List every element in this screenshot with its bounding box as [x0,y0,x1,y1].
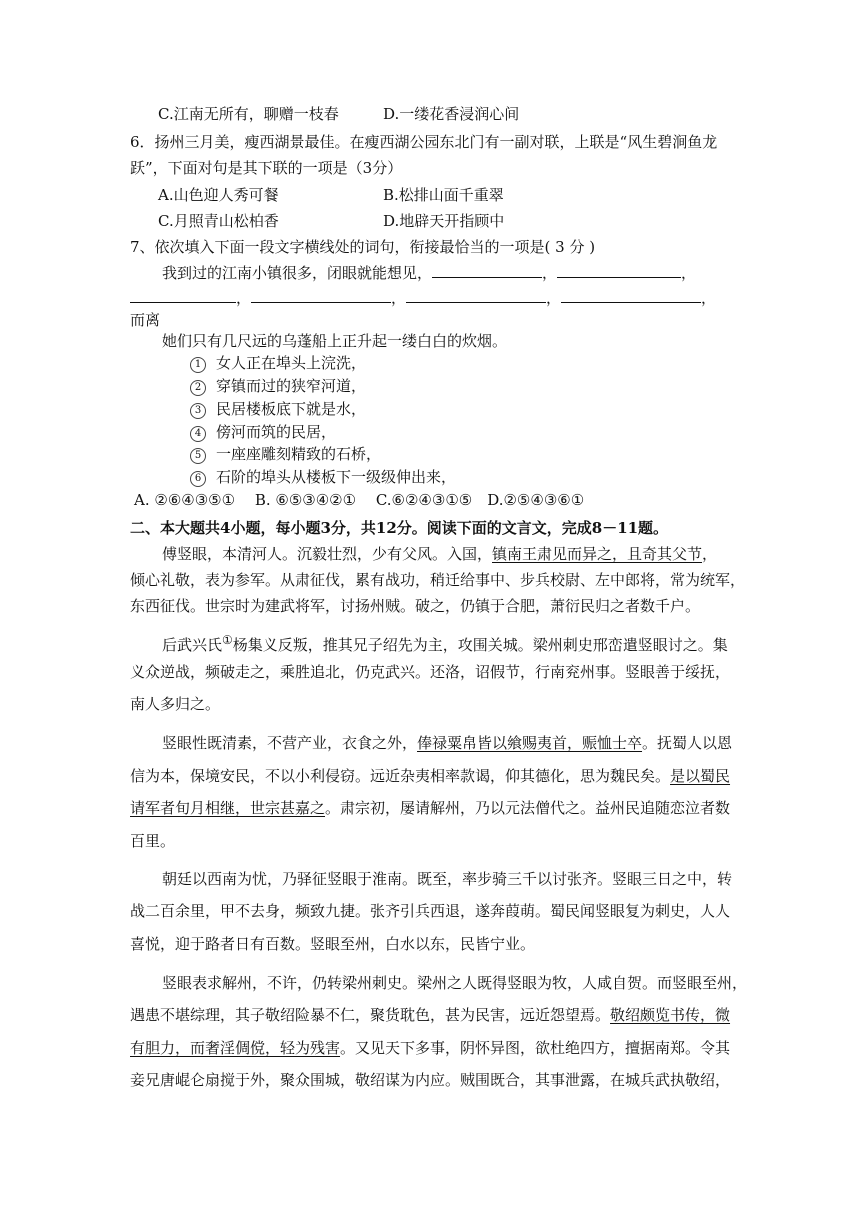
underlined-sentence: 镇南王肃见而异之，且奇其父节 [492,545,703,563]
p4-line1: 朝廷以西南为忧，乃驿征竖眼于淮南。既至，率步骑三千以讨张齐。竖眼三日之中，转 [162,870,733,888]
underlined-sentence: 请军者旬月相继，世宗甚嘉之 [130,799,326,817]
circled-number: 2 [190,380,206,396]
text: 竖眼性既清素，不营产业，衣食之外， [162,734,418,752]
text: 。又见天下多事，阴怀异图，欲杜绝四方，擅据南郑。令其 [340,1039,731,1057]
q5-option-c: C.江南无所有，聊赠一枝春 [158,105,339,123]
p4-line2: 战二百余里，甲不去身，频致九捷。张齐引兵西退，遂奔葭萌。蜀民闻竖眼复为刺史，人人 [130,902,731,920]
q7-item-1 [190,353,366,373]
p1-line3: 东西征伐。世宗时为建武将军，讨扬州贼。破之，仍镇于合肥，萧衍民归之者数千户。 [130,597,701,615]
p3-line2 [130,766,730,786]
q7-blank-4 [251,288,391,303]
q7-blank-3 [130,288,236,303]
p4-line3: 喜悦，迎于路者日有百数。竖眼至州，白水以东，民皆宁业。 [130,935,536,953]
underlined-sentence: 敬绍颇览书传，微 [610,1006,731,1024]
item-text: 女人正在埠头上浣洗， [216,354,367,372]
text: 。肃宗初，屡请解州，乃以元法僧代之。益州民追随恋泣者数 [325,799,731,817]
comma: ， [542,264,558,282]
q7-blank-6 [561,288,701,303]
text: ， [702,545,718,563]
q6-option-a: A.山色迎人秀可餐 [158,186,279,204]
comma: ， [236,289,252,307]
p5-line2 [130,1005,730,1025]
underlined-sentence: 俸禄粟帛皆以飨赐夷首，赈恤士卒 [417,734,643,752]
q7-after: 而离 [130,311,161,329]
p1-line2: 倾心礼敬，表为参军。从肃征伐，累有战功，稍迁给事中、步兵校尉、左中郎将，常为统军， [130,571,746,589]
p3-line3 [130,798,730,818]
q6-stem-line1: 6．扬州三月美，瘦西湖景最佳。在瘦西湖公园东北门有一副对联，上联是“风生碧涧鱼龙 [130,133,718,151]
q7-intro: 我到过的江南小镇很多，闭眼就能想见， [162,264,433,282]
item-text: 民居楼板底下就是水， [216,400,367,418]
footnote-marker: ① [222,633,233,647]
q7-item-3 [190,399,366,419]
p5-line1: 竖眼表求解州，不许，仍转梁州刺史。梁州之人既得竖眼为牧，人咸自贺。而竖眼至州， [162,974,748,992]
q6-option-d: D.地辟天开指顾中 [383,212,505,230]
p2-line2: 义众逆战，频破走之，乘胜追北，仍克武兴。还洛，诏假节，行南兖州事。竖眼善于绥抚， [130,663,731,681]
item-text: 一座座雕刻精致的石桥， [216,445,382,463]
p3-line1 [162,733,732,753]
item-text: 穿镇而过的狭窄河道， [216,377,367,395]
q7-item-6 [190,467,456,487]
section2-heading: 二、本大题共4小题，每小题3分，共12分。阅读下面的文言文，完成8－11题。 [130,519,669,537]
q7-passage-end: 她们只有几尺远的乌蓬船上正升起一缕白白的炊烟。 [162,332,508,350]
q7-blank-5 [406,288,546,303]
circled-number: 1 [190,357,206,373]
q7-item-4 [190,422,336,442]
p1-line1 [162,544,717,564]
text: 。抚蜀人以恩 [642,734,733,752]
q6-option-c: C.月照青山松柏香 [158,212,279,230]
circled-number: 6 [190,471,206,487]
comma: ， [546,289,562,307]
comma: ， [681,264,697,282]
text: 杨集义反叛，推其兄子绍先为主，攻围关城。梁州刺史邢峦遣竖眼讨之。集 [232,636,728,654]
q7-title: 7、依次填入下面一段文字横线处的词句，衔接最恰当的一项是( 3 分 ) [130,238,596,256]
q5-option-d: D.一缕花香浸润心间 [383,105,520,123]
p5-line4: 妾兄唐崐仑扇搅于外，聚众围城，敬绍谋为内应。贼围既合，其事泄露，在城兵武执敬绍， [130,1071,731,1089]
text: 傅竖眼，本清河人。沉毅壮烈，少有父风。入国， [162,545,493,563]
p2-line3: 南人多归之。 [130,695,221,713]
circled-number: 3 [190,403,206,419]
q7-passage-line1 [162,263,696,283]
p2-line1 [162,630,728,655]
q7-item-2 [190,376,366,396]
q7-blank-1 [432,263,542,278]
comma: ， [391,289,407,307]
p3-line4: 百里。 [130,832,176,850]
underlined-sentence: 是以蜀民 [670,767,731,785]
item-text: 石阶的埠头从楼板下一级级伸出来， [216,468,457,486]
underlined-sentence: 有胆力，而奢淫倜傥，轻为残害 [130,1039,341,1057]
q7-choices: A. ②⑥④③⑤① B. ⑥⑤③④②① C.⑥②④③①⑤ D.②⑤④③⑥① [134,491,585,509]
comma: ， [701,289,717,307]
q7-passage-line2 [130,288,716,308]
q7-blank-2 [557,263,681,278]
q6-stem-line2: 跃”，下面对句是其下联的一项是（3分） [130,159,403,177]
text: 后武兴氏 [162,636,223,654]
circled-number: 5 [190,448,206,464]
p5-line3 [130,1038,730,1058]
q6-option-b: B.松排山面千重翠 [383,186,504,204]
text: 信为本，保境安民，不以小利侵窃。远近杂夷相率款谒，仰其德化，思为魏民矣。 [130,767,671,785]
circled-number: 4 [190,426,206,442]
item-text: 傍河而筑的民居， [216,423,337,441]
q7-item-5 [190,444,381,464]
text: 遇患不堪综理，其子敬绍险暴不仁，聚货耽色，甚为民害，远近怨望焉。 [130,1006,611,1024]
